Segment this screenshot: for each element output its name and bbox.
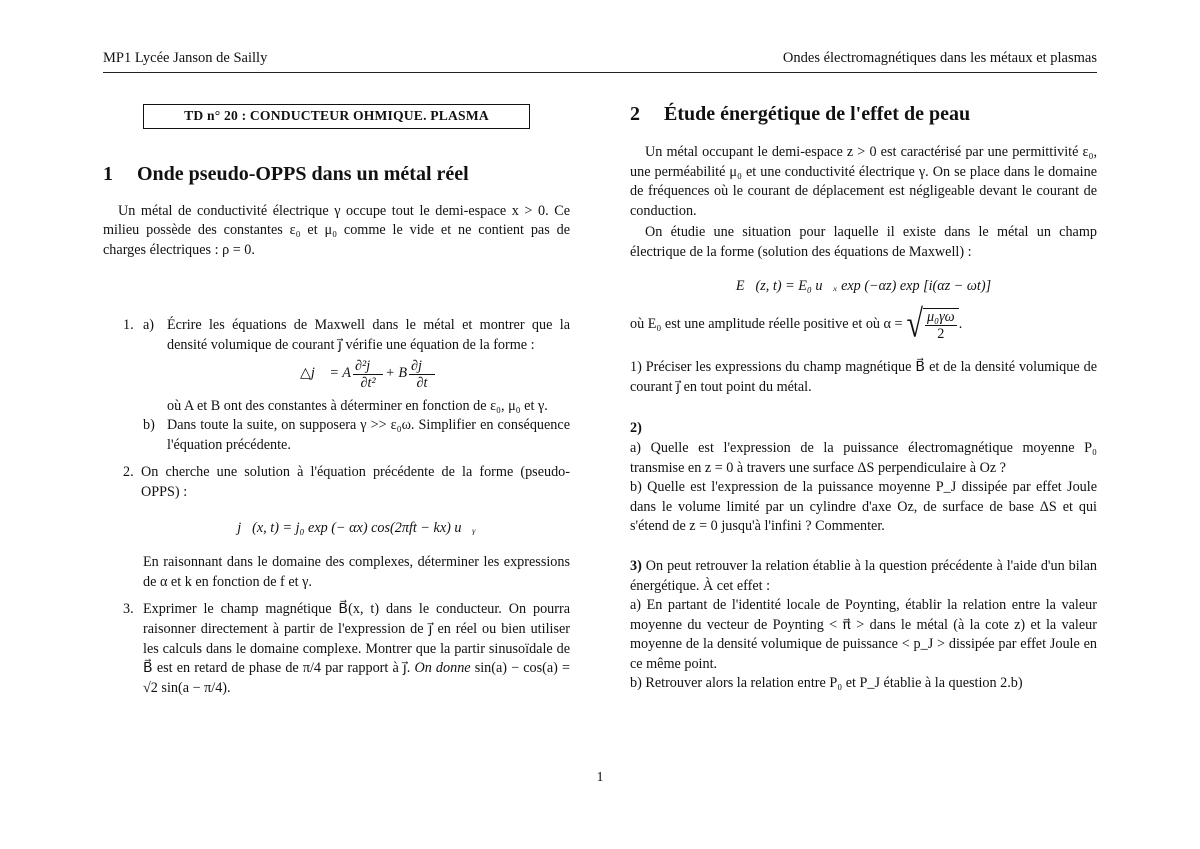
- eq-lhs: △j⃗ = A: [299, 365, 351, 382]
- question-2-text: On cherche une solution à l'équation précédente de la forme (pseudo-OPPS) :: [141, 464, 570, 500]
- eq-fraction-1: [353, 358, 383, 391]
- question-1a: [143, 316, 570, 416]
- question-3-body: Exprimer le champ magnétique B⃗(x, t) dans le conducteur. On pourra raisonner directement à partir de l'expression de j⃗ en réel ou bien utiliser les calculs dans le domaine complexe. Montrer que la partir sinusoïdale de B⃗ est en retard de phase de π/4 par rapport à j⃗.: [143, 601, 570, 677]
- eq-fraction-2-numerator: ∂j⃗: [411, 357, 433, 374]
- alpha-fraction: [925, 309, 957, 342]
- alpha-fraction-denominator: 2: [937, 326, 945, 343]
- section-2-paragraph-2: On étudie une situation pour laquelle il existe dans le métal un champ électrique de la forme (solution des équations de Maxwell) :: [630, 224, 1097, 260]
- eq-fraction-2: [409, 358, 435, 391]
- section-2-title-text: Étude énergétique de l'effet de peau: [664, 103, 971, 125]
- section-2-number: 2: [630, 103, 640, 125]
- eq-fraction-1-denominator: ∂t²: [360, 374, 376, 391]
- section-2-paragraph-1: Un métal occupant le demi-espace z > 0 est caractérisé par une permittivité ε₀, une perméabilité μ₀ et une conductivité électrique γ. On se place dans le domaine de fréquences où le courant de déplacement est négligeable devant le courant de conduction.: [630, 144, 1097, 219]
- alpha-fraction-numerator: μ₀γω: [927, 309, 955, 326]
- section-1-title: [103, 162, 570, 186]
- equation-electric-field-text: E⃗(z, t) = E₀ u⃗ₓ exp (−αz) exp [i(αz − ωt)]: [735, 277, 992, 294]
- section-2-question-3b: b) Retrouver alors la relation entre P₀ et P_J établie à la question 2.b): [630, 675, 1023, 692]
- section-1-number: 1: [103, 162, 113, 185]
- section-2-title: [630, 102, 1097, 126]
- question-2-number: 2.: [123, 464, 134, 481]
- page-header: [103, 50, 1097, 73]
- section-2-question-3-heading: 3): [630, 557, 642, 574]
- equation-laplacian-j: [167, 358, 570, 391]
- question-2: [103, 463, 570, 592]
- question-3-hint-equation: sin(a) − cos(a) = √2 sin(a − π/4).: [143, 660, 571, 696]
- question-1b: [143, 416, 570, 455]
- question-1b-label: b): [143, 417, 155, 434]
- header-left: MP1 Lycée Janson de Sailly: [103, 50, 268, 66]
- section-2-question-2b: b) Quelle est l'expression de la puissance moyenne P_J dissipée par effet Joule dans le volume limité par un cylindre d'axe Oz, de surface de base ΔS et qui s'étend de z = 0 jusqu'à l'infini ? Commenter.: [630, 479, 1097, 535]
- page-number: 1: [596, 770, 604, 785]
- left-column: [103, 100, 570, 698]
- equation-electric-field: [630, 277, 1097, 297]
- header-right: Ondes électromagnétiques dans les métaux et plasmas: [782, 50, 1097, 66]
- question-1: [103, 316, 570, 455]
- question-2-after: En raisonnant dans le domaine des complexes, déterminer les expressions de α et k en fonction de f et γ.: [143, 554, 570, 590]
- eq-plus-b: + B: [385, 365, 407, 382]
- alpha-definition-end: .: [958, 316, 963, 333]
- alpha-sqrt: [906, 303, 959, 346]
- alpha-definition-prefix: où E₀ est une amplitude réelle positive et où α =: [630, 316, 903, 333]
- question-3-text: [143, 600, 570, 698]
- section-2-question-2a: a) Quelle est l'expression de la puissance électromagnétique moyenne P₀ transmise en z = 0 à travers une surface ΔS perpendiculaire à Oz ?: [630, 439, 1097, 476]
- question-3-number: 3.: [123, 601, 134, 618]
- section-2-question-3a: a) En partant de l'identité locale de Poynting, établir la relation entre la valeur moyenne du vecteur de Poynting < π⃗ > dans le métal (à la cote z) et la valeur moyenne de la densité volumique de puissance < p_J > dissipée par effet Joule en ce même point.: [630, 597, 1097, 672]
- eq-fraction-1-numerator: ∂²j⃗: [354, 357, 382, 374]
- section-2-question-1: 1) Préciser les expressions du champ magnétique B⃗ et de la densité volumique de courant j⃗ en tout point du métal.: [630, 359, 1097, 395]
- question-1-number: 1.: [123, 317, 134, 334]
- alpha-sqrt-content: [923, 308, 959, 342]
- question-3: [103, 600, 570, 698]
- section-1-intro: Un métal de conductivité électrique γ occupe tout le demi-espace x > 0. Ce milieu possède des constantes ε₀ et μ₀ comme le vide et ne contient pas de charges électriques : ρ = 0.: [103, 202, 570, 258]
- sqrt-symbol: √: [906, 303, 924, 346]
- question-1a-after: où A et B ont des constantes à déterminer en fonction de ε₀, μ₀ et γ.: [167, 397, 548, 414]
- section-1-title-text: Onde pseudo-OPPS dans un métal réel: [137, 162, 469, 185]
- eq-fraction-2-denominator: ∂t: [416, 374, 428, 391]
- section-2-question-3: [630, 557, 1097, 596]
- equation-pseudo-opps: [143, 519, 570, 539]
- question-1a-text: Écrire les équations de Maxwell dans le métal et montrer que la densité volumique de courant j⃗ vérifie une équation de la forme :: [167, 317, 570, 353]
- right-column: [630, 100, 1097, 694]
- section-2-question-2-heading: 2): [630, 420, 642, 437]
- equation-pseudo-opps-text: j⃗(x, t) = j₀ exp (− αx) cos(2πft − kx) u⃗ᵧ: [237, 519, 476, 536]
- td-title-box: TD n° 20 : CONDUCTEUR OHMIQUE. PLASMA: [143, 104, 530, 129]
- question-3-hint-label: On donne: [414, 660, 471, 677]
- question-1a-label: a): [143, 317, 155, 334]
- section-2-question-3-intro: On peut retrouver la relation établie à la question précédente à l'aide d'un bilan énergétique. À cet effet :: [630, 557, 1097, 594]
- alpha-definition: [630, 303, 1097, 346]
- question-1b-text: Dans toute la suite, on supposera γ >> ε₀ω. Simplifier en conséquence l'équation précédente.: [167, 417, 570, 453]
